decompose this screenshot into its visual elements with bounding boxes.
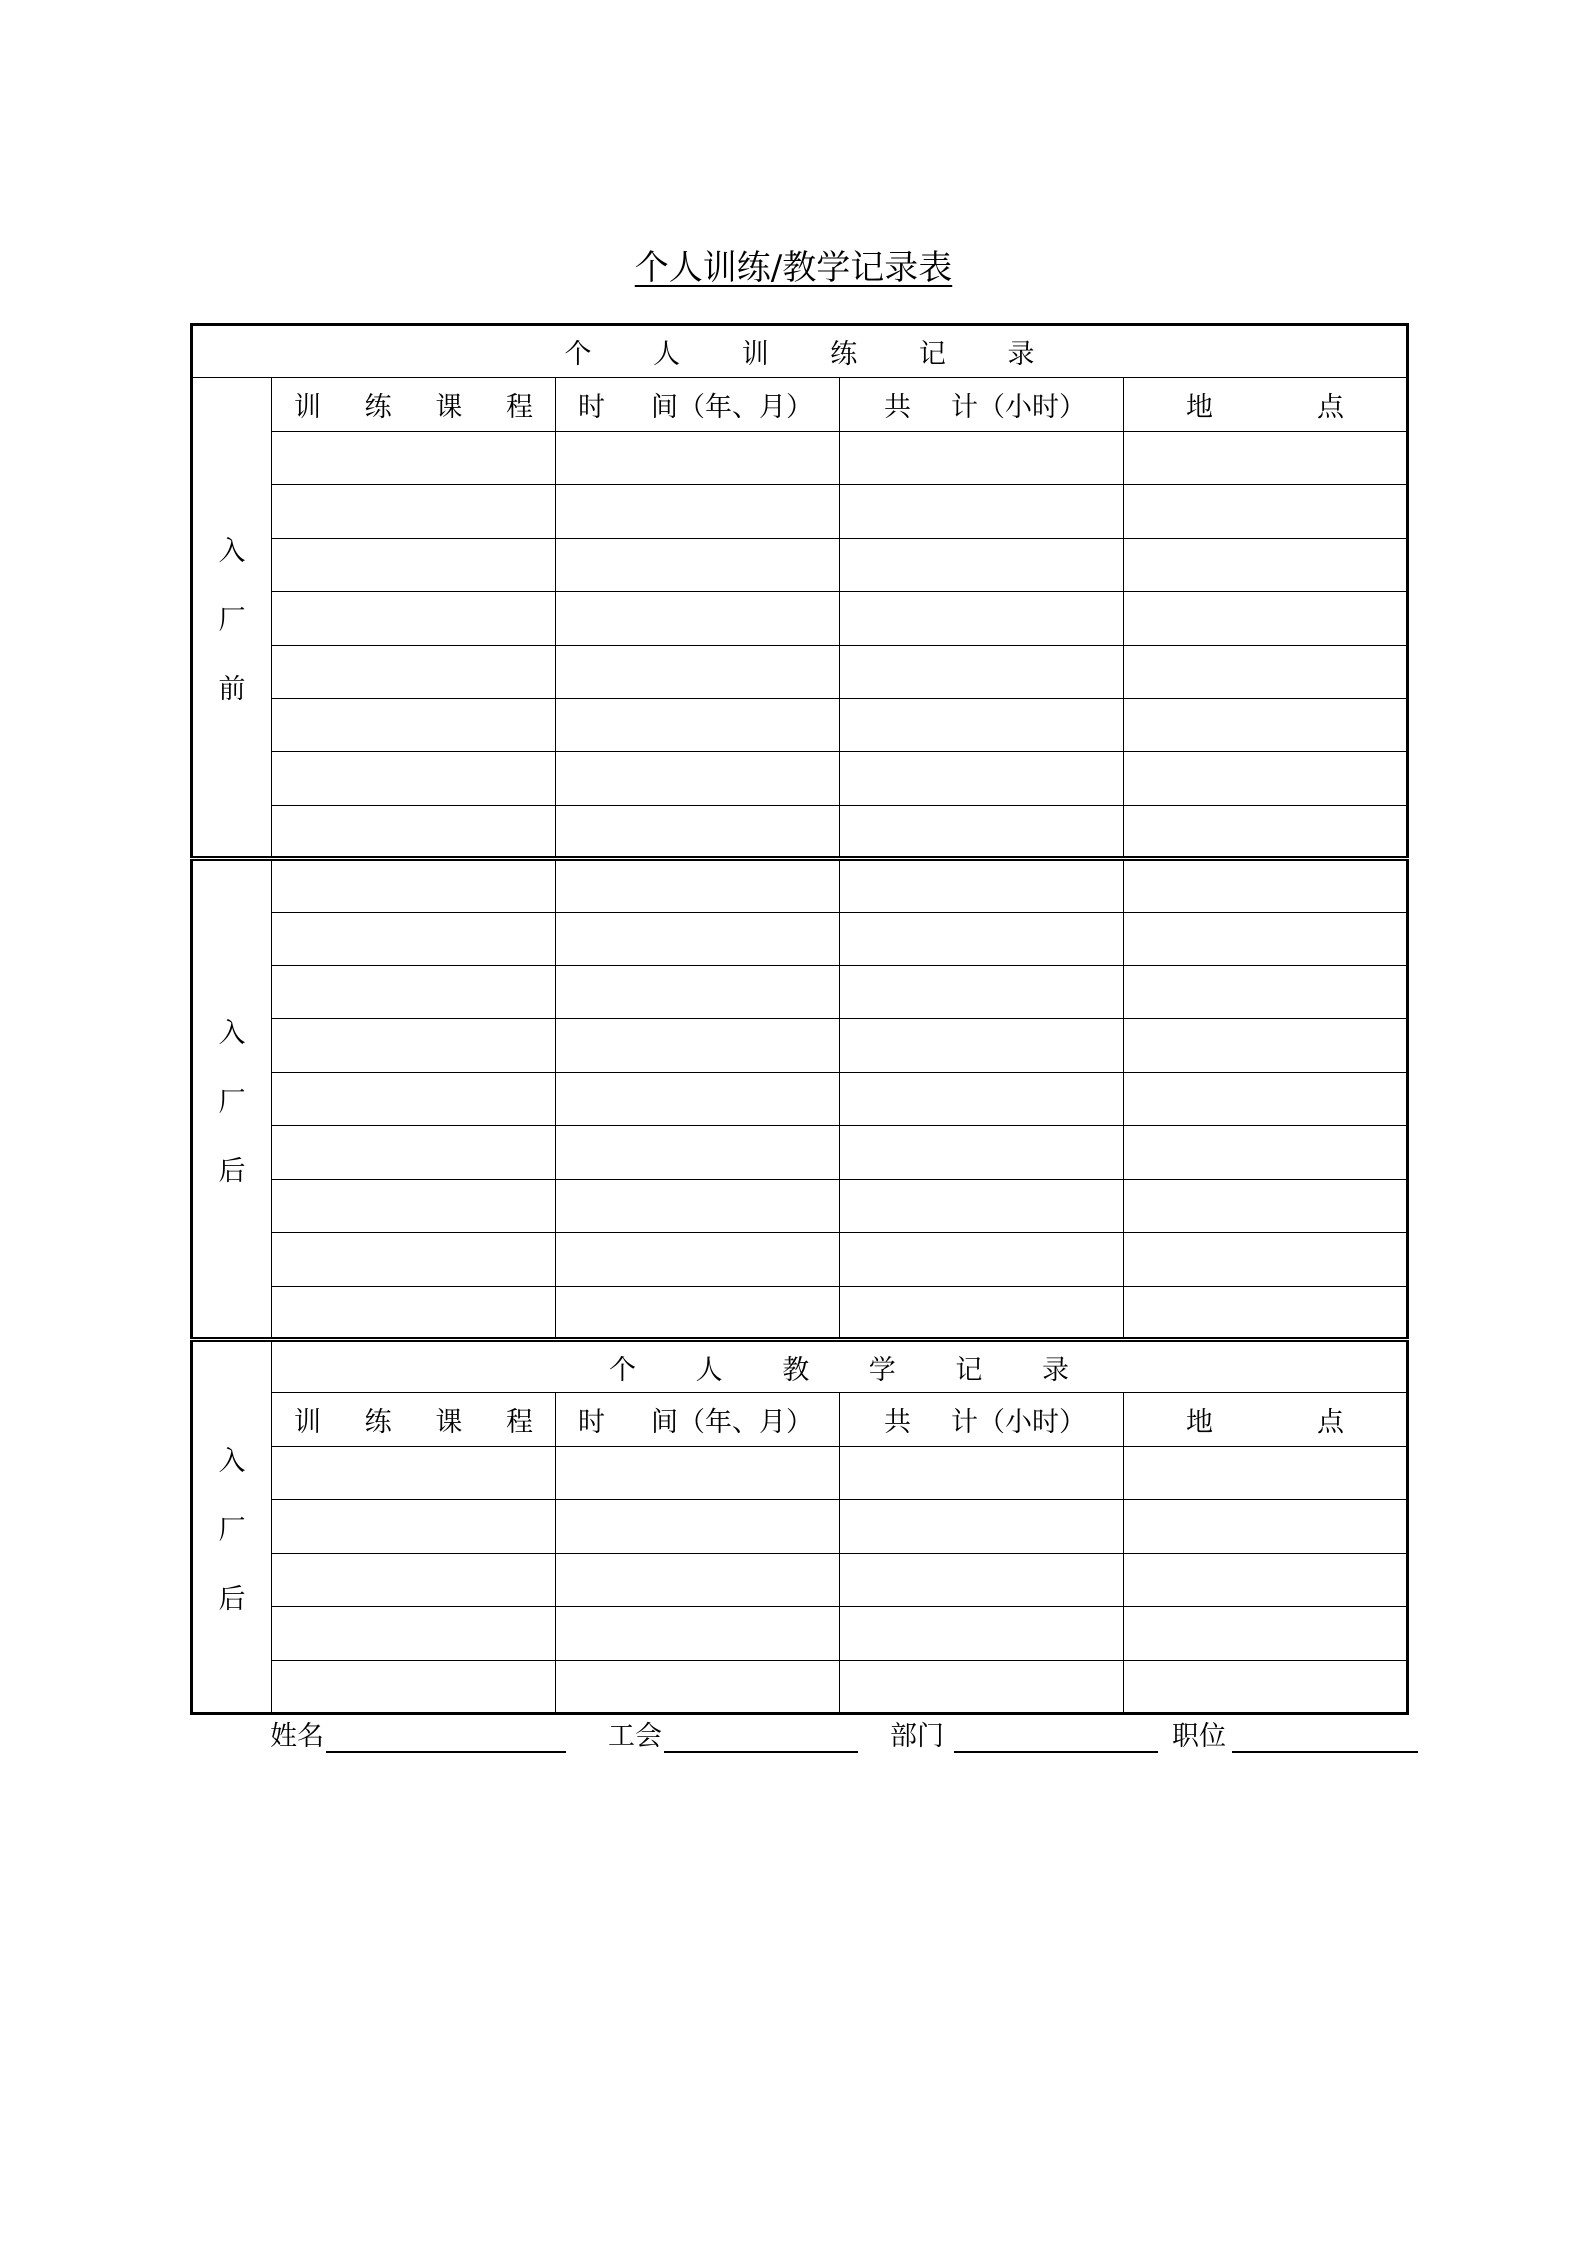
input-cell[interactable] — [1124, 805, 1408, 858]
input-cell[interactable] — [556, 1500, 840, 1553]
after-joining-teaching-label-char: 入 — [218, 1445, 246, 1477]
input-cell[interactable] — [840, 1660, 1124, 1713]
after-joining-training-label — [192, 859, 272, 1340]
table-row — [192, 912, 1408, 965]
before-joining-label-char: 厂 — [218, 604, 246, 636]
course-header-text-char: 练 — [364, 1407, 392, 1439]
input-cell[interactable] — [1124, 485, 1408, 538]
course-header-text-char: 训 — [294, 1407, 321, 1439]
training-header-text-char: 记 — [918, 339, 946, 371]
table-row — [192, 431, 1408, 484]
table-row — [192, 1233, 1408, 1286]
department-line[interactable] — [954, 1723, 1158, 1753]
input-cell[interactable] — [556, 1019, 840, 1072]
input-cell[interactable] — [272, 805, 556, 858]
teaching-header-text-char: 教 — [782, 1354, 810, 1386]
title-text: 个人训练/教学记录表 — [634, 248, 953, 288]
table-row — [192, 698, 1408, 751]
input-cell[interactable] — [1124, 1286, 1408, 1339]
location-header — [1124, 1393, 1408, 1446]
total-hours-header-text-char: 共 — [884, 1407, 911, 1439]
time-header-text-rest: 间（年、月） — [651, 392, 813, 424]
input-cell[interactable] — [840, 1500, 1124, 1553]
input-cell[interactable] — [1124, 1233, 1408, 1286]
location-header — [1124, 378, 1408, 431]
name-field[interactable] — [270, 1714, 566, 1753]
input-cell[interactable] — [272, 912, 556, 965]
input-cell[interactable] — [1124, 645, 1408, 698]
after-joining-teaching-label — [192, 1340, 272, 1714]
position-field[interactable] — [1172, 1714, 1418, 1753]
table-row — [192, 1019, 1408, 1072]
input-cell[interactable] — [840, 1072, 1124, 1125]
input-cell[interactable] — [272, 966, 556, 1019]
table-row — [192, 1179, 1408, 1232]
input-cell[interactable] — [556, 1446, 840, 1499]
after-joining-training-label-char: 后 — [218, 1155, 246, 1187]
input-cell[interactable] — [1124, 698, 1408, 751]
table-row — [192, 805, 1408, 858]
input-cell[interactable] — [1124, 752, 1408, 805]
input-cell[interactable] — [556, 805, 840, 858]
page-title — [0, 240, 1587, 289]
department-label: 部门 — [890, 1721, 944, 1752]
name-label: 姓名 — [270, 1721, 324, 1752]
location-header-text-char: 点 — [1317, 392, 1345, 424]
total-hours-header-text — [840, 1400, 1123, 1439]
teaching-header-text — [609, 1348, 1069, 1387]
after-joining-teaching-label-char: 后 — [218, 1583, 246, 1615]
table-row — [192, 1500, 1408, 1553]
location-header-text — [1124, 385, 1406, 424]
input-cell[interactable] — [556, 1072, 840, 1125]
course-header-text-char: 课 — [435, 392, 463, 424]
table-row — [192, 752, 1408, 805]
location-header-text-char: 点 — [1317, 1407, 1345, 1439]
record-table — [190, 323, 1409, 1715]
position-label: 职位 — [1172, 1721, 1226, 1752]
input-cell[interactable] — [840, 859, 1124, 912]
input-cell[interactable] — [272, 1660, 556, 1713]
input-cell[interactable] — [556, 1607, 840, 1660]
time-header — [556, 378, 840, 431]
table-row — [192, 645, 1408, 698]
location-header-text — [1124, 1400, 1406, 1439]
input-cell[interactable] — [1124, 966, 1408, 1019]
input-cell[interactable] — [840, 431, 1124, 484]
total-hours-header-text — [840, 385, 1123, 424]
input-cell[interactable] — [1124, 431, 1408, 484]
input-cell[interactable] — [272, 1446, 556, 1499]
input-cell[interactable] — [272, 645, 556, 698]
table-row — [192, 1553, 1408, 1606]
after-joining-teaching-label-char: 厂 — [218, 1514, 246, 1546]
location-header-text-char: 地 — [1186, 392, 1213, 424]
input-cell[interactable] — [1124, 1607, 1408, 1660]
course-header-text-char: 训 — [294, 392, 321, 424]
after-joining-training-label-char: 入 — [218, 1017, 246, 1049]
table-row — [192, 1607, 1408, 1660]
time-header — [556, 1393, 840, 1446]
teaching-header-text-char: 学 — [868, 1354, 896, 1386]
position-line[interactable] — [1232, 1723, 1418, 1753]
course-header-text-char: 程 — [505, 1407, 533, 1439]
input-cell[interactable] — [840, 1607, 1124, 1660]
input-cell[interactable] — [1124, 912, 1408, 965]
course-header — [272, 378, 556, 431]
input-cell[interactable] — [556, 592, 840, 645]
input-cell[interactable] — [272, 592, 556, 645]
input-cell[interactable] — [272, 1179, 556, 1232]
input-cell[interactable] — [1124, 1072, 1408, 1125]
teaching-header-text-char: 录 — [1041, 1354, 1069, 1386]
input-cell[interactable] — [1124, 1660, 1408, 1713]
input-cell[interactable] — [556, 431, 840, 484]
input-cell[interactable] — [840, 805, 1124, 858]
before-joining-label — [192, 378, 272, 859]
input-cell[interactable] — [1124, 1553, 1408, 1606]
input-cell[interactable] — [556, 1233, 840, 1286]
input-cell[interactable] — [556, 698, 840, 751]
teaching-header-text-char: 记 — [955, 1354, 983, 1386]
training-header-text-char: 个 — [564, 339, 592, 371]
department-field[interactable] — [890, 1714, 1158, 1753]
total-hours-header-text-rest: 计（小时） — [951, 392, 1086, 424]
table-row — [192, 1286, 1408, 1339]
input-cell[interactable] — [840, 485, 1124, 538]
after-joining-training-label-char: 厂 — [218, 1086, 246, 1118]
input-cell[interactable] — [1124, 1019, 1408, 1072]
teaching-record-header — [272, 1340, 1408, 1393]
before-joining-label-char: 前 — [218, 673, 246, 705]
table-row — [192, 966, 1408, 1019]
input-cell[interactable] — [840, 538, 1124, 591]
input-cell[interactable] — [272, 538, 556, 591]
input-cell[interactable] — [272, 752, 556, 805]
input-cell[interactable] — [272, 431, 556, 484]
course-header-text-char: 程 — [505, 392, 533, 424]
after-joining-training-label-text — [193, 1011, 271, 1188]
union-label: 工会 — [608, 1721, 662, 1752]
input-cell[interactable] — [840, 752, 1124, 805]
training-title-row — [192, 325, 1408, 378]
before-joining-label-text — [193, 529, 271, 706]
input-cell[interactable] — [556, 1179, 840, 1232]
course-header-text-char: 课 — [435, 1407, 463, 1439]
input-cell[interactable] — [556, 1286, 840, 1339]
input-cell[interactable] — [272, 1553, 556, 1606]
input-cell[interactable] — [1124, 1446, 1408, 1499]
input-cell[interactable] — [840, 966, 1124, 1019]
input-cell[interactable] — [840, 1019, 1124, 1072]
time-header-text — [556, 1400, 839, 1439]
input-cell[interactable] — [1124, 859, 1408, 912]
location-header-text-char: 地 — [1186, 1407, 1213, 1439]
input-cell[interactable] — [272, 1233, 556, 1286]
input-cell[interactable] — [1124, 592, 1408, 645]
input-cell[interactable] — [1124, 538, 1408, 591]
input-cell[interactable] — [272, 1126, 556, 1179]
input-cell[interactable] — [272, 1500, 556, 1553]
input-cell[interactable] — [840, 1446, 1124, 1499]
input-cell[interactable] — [840, 1126, 1124, 1179]
training-header-text-char: 录 — [1007, 339, 1035, 371]
input-cell[interactable] — [556, 1553, 840, 1606]
input-cell[interactable] — [556, 859, 840, 912]
column-header-row — [192, 378, 1408, 431]
teaching-header-text-char: 个 — [609, 1354, 637, 1386]
input-cell[interactable] — [272, 859, 556, 912]
input-cell[interactable] — [840, 1179, 1124, 1232]
course-header-text — [272, 1400, 555, 1439]
training-header-text-char: 人 — [653, 339, 681, 371]
input-cell[interactable] — [272, 1286, 556, 1339]
input-cell[interactable] — [840, 1553, 1124, 1606]
input-cell[interactable] — [556, 912, 840, 965]
input-cell[interactable] — [840, 912, 1124, 965]
training-header-text — [565, 332, 1035, 371]
table-row — [192, 592, 1408, 645]
time-header-text-rest: 间（年、月） — [651, 1407, 813, 1439]
teaching-header-text-char: 人 — [695, 1354, 723, 1386]
time-header-text-char: 时 — [578, 392, 605, 424]
time-header-text-char: 时 — [578, 1407, 605, 1439]
input-cell[interactable] — [556, 1660, 840, 1713]
input-cell[interactable] — [840, 1286, 1124, 1339]
course-header — [272, 1393, 556, 1446]
total-hours-header-text-rest: 计（小时） — [951, 1407, 1086, 1439]
union-field[interactable] — [608, 1714, 858, 1753]
input-cell[interactable] — [840, 698, 1124, 751]
course-header-text — [272, 385, 555, 424]
input-cell[interactable] — [1124, 1500, 1408, 1553]
input-cell[interactable] — [1124, 1126, 1408, 1179]
input-cell[interactable] — [556, 1126, 840, 1179]
input-cell[interactable] — [556, 645, 840, 698]
input-cell[interactable] — [1124, 1179, 1408, 1232]
input-cell[interactable] — [272, 698, 556, 751]
input-cell[interactable] — [556, 485, 840, 538]
table-row — [192, 1660, 1408, 1713]
total-hours-header — [840, 378, 1124, 431]
input-cell[interactable] — [556, 538, 840, 591]
input-cell[interactable] — [272, 485, 556, 538]
table-row — [192, 1126, 1408, 1179]
table-row — [192, 485, 1408, 538]
input-cell[interactable] — [272, 1607, 556, 1660]
time-header-text — [556, 385, 839, 424]
input-cell[interactable] — [556, 752, 840, 805]
table-row — [192, 1072, 1408, 1125]
name-line[interactable] — [326, 1723, 566, 1753]
course-header-text-char: 练 — [364, 392, 392, 424]
after-joining-teaching-label-text — [193, 1439, 271, 1616]
input-cell[interactable] — [556, 966, 840, 1019]
input-cell[interactable] — [840, 645, 1124, 698]
training-header-text-char: 训 — [741, 339, 769, 371]
input-cell[interactable] — [840, 1233, 1124, 1286]
teaching-title-row — [192, 1340, 1408, 1393]
before-joining-label-char: 入 — [218, 535, 246, 567]
training-record-header — [192, 325, 1408, 378]
table-row — [192, 1446, 1408, 1499]
training-header-text-char: 练 — [830, 339, 858, 371]
column-header-row — [192, 1393, 1408, 1446]
table-row — [192, 538, 1408, 591]
total-hours-header-text-char: 共 — [884, 392, 911, 424]
table-row — [192, 859, 1408, 912]
total-hours-header — [840, 1393, 1124, 1446]
signature-footer — [270, 1714, 1420, 1754]
input-cell[interactable] — [272, 1019, 556, 1072]
input-cell[interactable] — [272, 1072, 556, 1125]
input-cell[interactable] — [840, 592, 1124, 645]
union-line[interactable] — [664, 1723, 858, 1753]
